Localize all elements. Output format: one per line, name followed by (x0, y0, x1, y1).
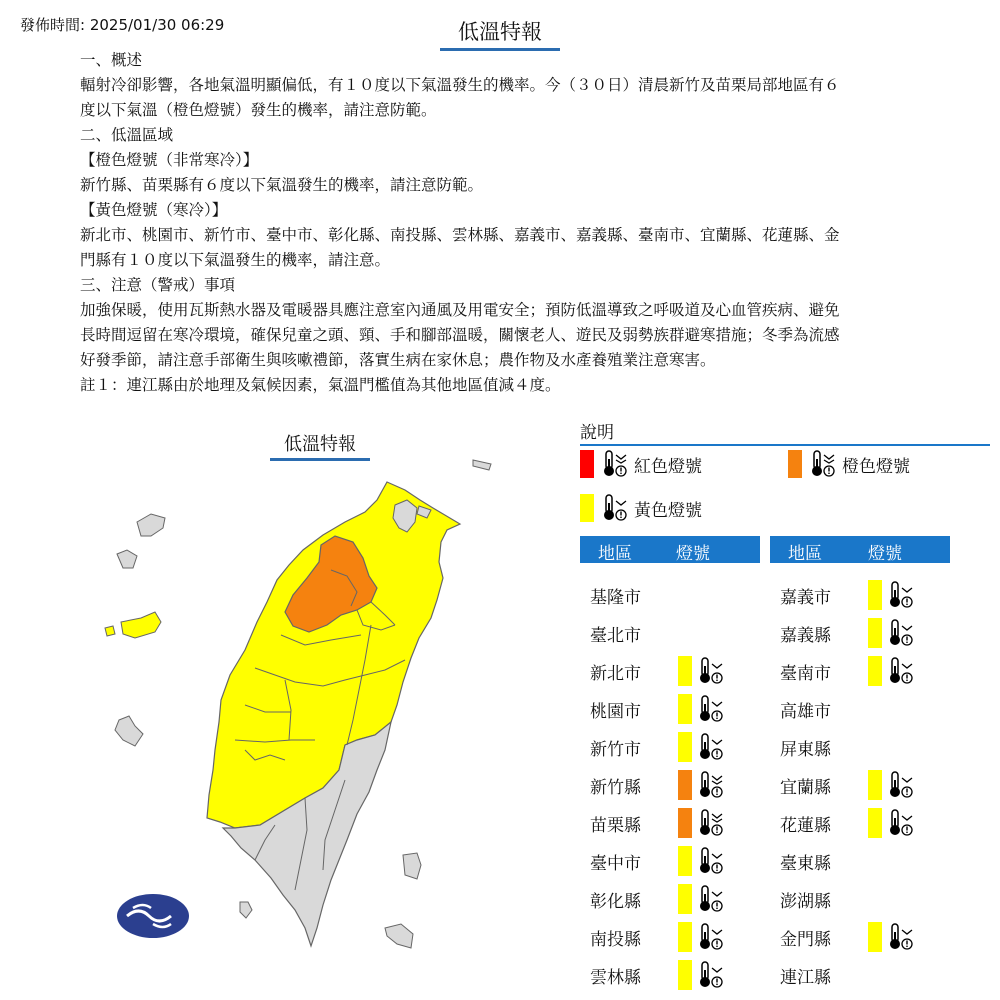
region-name: 澎湖縣 (780, 892, 831, 912)
region-name: 臺北市 (590, 626, 641, 646)
thermometer-icon (696, 808, 724, 843)
region-name: 嘉義市 (780, 588, 831, 608)
thermometer-icon (600, 493, 628, 523)
map-title: 低溫特報 (270, 430, 370, 461)
region-name: 花蓮縣 (780, 816, 831, 836)
thermometer-icon (886, 618, 914, 653)
thermometer-icon (696, 960, 724, 995)
level-bar (678, 808, 692, 838)
bulletin-line: 門縣有１０度以下氣溫發生的機率，請注意。 (80, 251, 391, 269)
region-row (580, 618, 760, 648)
page-title: 低溫特報 (440, 16, 560, 51)
header-region: 地區 (598, 544, 632, 564)
kinmen-yellow-island (105, 626, 115, 636)
kinmen-yellow-island (121, 612, 161, 638)
region-name: 高雄市 (780, 702, 831, 722)
taiwan-map (95, 450, 515, 990)
thermometer-icon (886, 656, 914, 691)
level-bar (868, 922, 882, 952)
region-name: 嘉義縣 (780, 626, 831, 646)
level-bar (868, 580, 882, 610)
level-bar (678, 884, 692, 914)
thermometer-icon (886, 808, 914, 843)
matsu-island (473, 460, 491, 470)
region-name: 連江縣 (780, 968, 831, 988)
level-bar (868, 808, 882, 838)
level-bar (678, 732, 692, 762)
region-row (580, 922, 760, 952)
bulletin-line: 度以下氣溫（橙色燈號）發生的機率，請注意防範。 (80, 101, 437, 119)
header-region: 地區 (788, 544, 822, 564)
cwa-logo-icon (117, 894, 189, 938)
level-bar (678, 656, 692, 686)
bulletin-line: 二、低溫區域 (80, 126, 174, 144)
thermometer-icon (886, 770, 914, 805)
thermometer-icon (696, 922, 724, 957)
publish-time: 發佈時間: 2025/01/30 06:29 (20, 16, 225, 34)
level-bar (678, 960, 692, 990)
region-name: 臺東縣 (780, 854, 831, 874)
region-name: 雲林縣 (590, 968, 641, 988)
region-name: 桃園市 (590, 702, 641, 722)
level-bar (868, 618, 882, 648)
thermometer-icon (808, 449, 836, 479)
region-row (770, 960, 950, 990)
region-name: 彰化縣 (590, 892, 641, 912)
level-bar (868, 656, 882, 686)
bulletin-text (80, 48, 920, 398)
region-row (580, 846, 760, 876)
level-bar (678, 694, 692, 724)
legend-item-orange (788, 449, 910, 479)
level-bar (678, 846, 692, 876)
header-level: 燈號 (868, 544, 902, 564)
legend-label: 橙色燈號 (842, 456, 910, 477)
region-name: 苗栗縣 (590, 816, 641, 836)
region-row (770, 694, 950, 724)
bulletin-line: 新竹縣、苗栗縣有６度以下氣溫發生的機率，請注意防範。 (80, 176, 484, 194)
yellow-swatch (580, 494, 594, 522)
thermometer-icon (696, 694, 724, 729)
region-name: 臺南市 (780, 664, 831, 684)
region-row (770, 580, 950, 610)
thermometer-icon (886, 922, 914, 957)
xiaoliuqiu-island (240, 902, 252, 918)
level-bar (678, 922, 692, 952)
region-row (580, 884, 760, 914)
bulletin-line: 一、概述 (80, 51, 143, 69)
legend-label: 黃色燈號 (634, 500, 702, 521)
bulletin-line: 註１：連江縣由於地理及氣候因素，氣溫門檻值為其他地區值減４度。 (80, 376, 561, 394)
level-bar (678, 770, 692, 800)
region-name: 宜蘭縣 (780, 778, 831, 798)
region-row (770, 770, 950, 800)
region-row (770, 846, 950, 876)
bulletin-line: 輻射冷卻影響，各地氣溫明顯偏低，有１０度以下氣溫發生的機率。今（３０日）清晨新竹及苗栗局部地區有６ (80, 76, 840, 94)
region-row (580, 732, 760, 762)
penghu-island (115, 716, 143, 746)
orange-swatch (788, 450, 802, 478)
region-row (580, 770, 760, 800)
legend-title: 說明 (580, 418, 990, 446)
region-name: 金門縣 (780, 930, 831, 950)
thermometer-icon (696, 732, 724, 767)
region-row (770, 922, 950, 952)
region-name: 基隆市 (590, 588, 641, 608)
kinmen-island (117, 550, 137, 568)
region-name: 臺中市 (590, 854, 641, 874)
legend-label: 紅色燈號 (634, 456, 702, 477)
bulletin-line: 三、注意（警戒）事項 (80, 276, 236, 294)
region-name: 新竹縣 (590, 778, 641, 798)
region-row (770, 732, 950, 762)
region-row (580, 960, 760, 990)
region-name: 新北市 (590, 664, 641, 684)
region-row (580, 694, 760, 724)
kinmen-island (137, 514, 165, 536)
bulletin-line: 加強保暖，使用瓦斯熱水器及電暖器具應注意室內通風及用電安全；預防低溫導致之呼吸道及心血管疾病、避免 (80, 301, 840, 319)
region-row (580, 580, 760, 610)
bulletin-line: 新北市、桃園市、新竹市、臺中市、彰化縣、南投縣、雲林縣、嘉義市、嘉義縣、臺南市、宜蘭縣、花蓮縣、金 (80, 226, 840, 244)
legend-item-red (580, 449, 702, 479)
thermometer-icon (696, 884, 724, 919)
green-island (403, 853, 421, 879)
region-row (580, 656, 760, 686)
region-name: 南投縣 (590, 930, 641, 950)
thermometer-icon (696, 770, 724, 805)
thermometer-icon (886, 580, 914, 615)
region-row (770, 656, 950, 686)
table-header-right (770, 536, 950, 563)
thermometer-icon (696, 656, 724, 691)
region-name: 屏東縣 (780, 740, 831, 760)
bulletin-line: 長時間逗留在寒冷環境，確保兒童之頭、頸、手和腳部溫暖，關懷老人、遊民及弱勢族群避寒措施；冬季為流感 (80, 326, 840, 344)
red-swatch (580, 450, 594, 478)
thermometer-icon (600, 449, 628, 479)
region-row (770, 618, 950, 648)
thermometer-icon (696, 846, 724, 881)
region-name: 新竹市 (590, 740, 641, 760)
region-row (580, 808, 760, 838)
region-row (770, 808, 950, 838)
legend-item-yellow (580, 493, 702, 523)
bulletin-line: 好發季節，請注意手部衛生與咳嗽禮節，落實生病在家休息；農作物及水產養殖業注意寒害。 (80, 351, 716, 369)
bulletin-line: 【橙色燈號（非常寒冷）】 (80, 151, 259, 169)
table-header-left (580, 536, 760, 563)
bulletin-line: 【黃色燈號（寒冷）】 (80, 201, 228, 219)
orchid-island (385, 924, 413, 948)
region-row (770, 884, 950, 914)
level-bar (868, 770, 882, 800)
header-level: 燈號 (676, 544, 710, 564)
